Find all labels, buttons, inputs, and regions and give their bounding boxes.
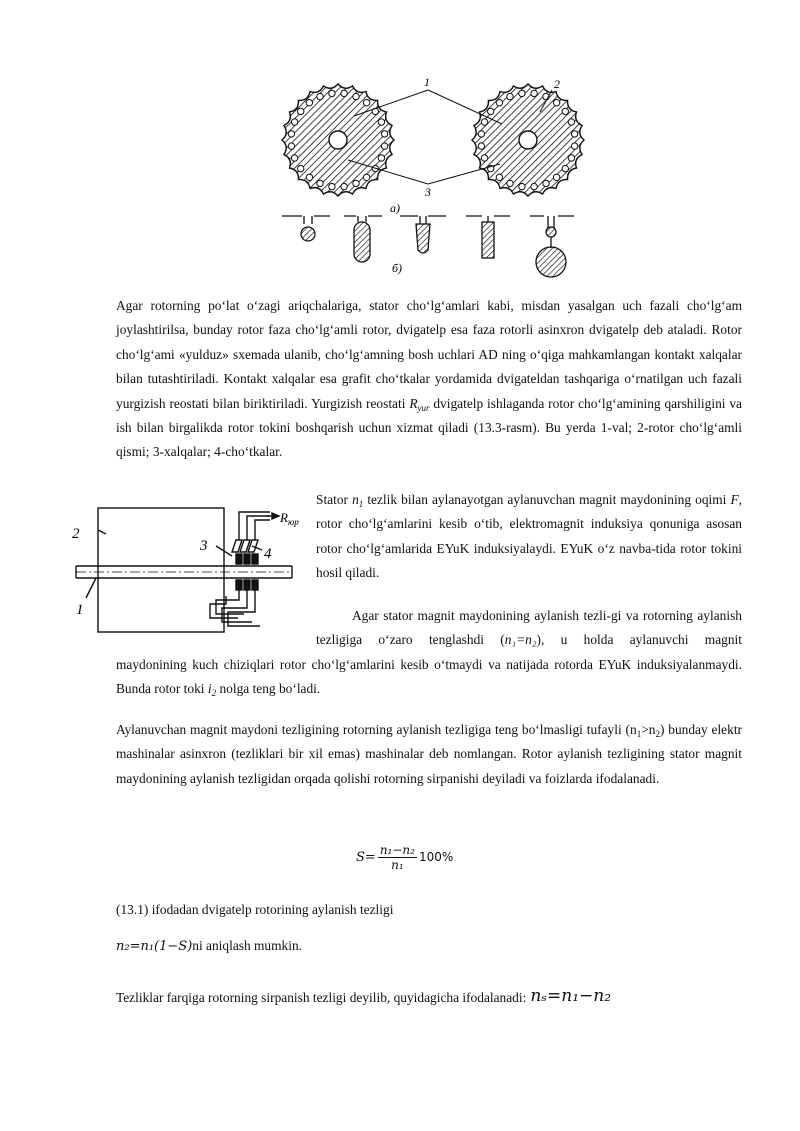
paragraph-4: Aylanuvchan magnit maydoni tezligining rotorning aylanish tezligiga teng bo‘lmasligi tufayli $(n_1>n_2)$ bunday elektr mashinalar asinxron (tezliklari bir xil emas) mashinalar deb nomlangan. Rotor aylanish tezligining stator magnit maydonining aylanish tezligidan orqada qolishi rotorning sirpanishi deyiladi va foizlarda ifodalanadi.: [116, 722, 742, 786]
slip-speed-formula: nₛ=n₁−n₂: [530, 986, 612, 1006]
rotor-slot: [562, 108, 568, 114]
rotor-slot: [571, 143, 577, 149]
rotor-slot: [496, 100, 502, 106]
rotor-slot: [288, 131, 294, 137]
rotor-slot: [329, 90, 335, 96]
rotor-slot: [507, 93, 513, 99]
rotor-slot: [317, 180, 323, 186]
label-2: 2: [554, 77, 560, 91]
side-label-2: 2: [72, 526, 80, 542]
rotor-speed-formula: n₂=n₁(1−S)ni aniqlash mumkin.: [116, 938, 303, 954]
paragraph-3-part-1: Agar stator magnit maydonining aylanish tezli-gi va rotorning aylanish tezligiga o‘zaro tenglashdi (n₁=n₂), u holda aylanuvchi magnit: [316, 608, 742, 648]
rotor-slot: [478, 143, 484, 149]
rotor-slot: [378, 119, 384, 125]
r-symbol: $R_{yur}$: [409, 395, 430, 413]
rotor-slot: [378, 155, 384, 161]
label-a: a): [390, 201, 400, 215]
label-1: 1: [424, 75, 430, 89]
rotor-slot: [298, 165, 304, 171]
shaft-hole: [519, 131, 537, 149]
rotor-slot: [317, 93, 323, 99]
rotor-figure: [270, 72, 600, 284]
rotor-slot: [288, 143, 294, 149]
rotor-slot: [291, 155, 297, 161]
shaft-hole: [329, 131, 347, 149]
rotor-slot: [553, 100, 559, 106]
rotor-slot: [531, 183, 537, 189]
side-label-r: $R_{юр}$: [280, 510, 299, 527]
rotor-slot: [568, 119, 574, 125]
rotor-slot: [353, 180, 359, 186]
rotor-slot: [329, 183, 335, 189]
slip-formula: S= $\frac{\text{n₁−n₂}}{\text{n₁}}$ 100%: [356, 842, 454, 872]
side-label-4: 4: [264, 546, 272, 562]
paragraph-1: Agar rotorning po‘lat o‘zagi ariqchalariga, stator cho‘lg‘amlari kabi, misdan yasalgan uch fazali cho‘lg‘am joylashtirilsa, bunday rotor faza cho‘lg‘amli rotor, dvigatelp esa faza rotorli asinxron dvigatelp deb ataladi. Rotor cho‘lg‘ami «yulduz» sxemada ulanib, cho‘lg‘amning bosh uchlari AD ning o‘qiga mahkamlangan kontakt xalqalar bilan tutashtiriladi. Kontakt xalqalar esa grafit cho‘tkalar yordamida dvigateldan tashqariga o‘rnatilgan uch fazali yurgizish reostati bilan biriktiriladi. Yurgizish reostati $R_{yur}$ dvigatelp ishlaganda rotor cho‘lg‘amining qarshiligini va ish bilan birgalikda rotor tokini boshqarish uchun xizmat qiladi (13.3-rasm). Bu yerda 1-val; 2-rotor cho‘lg‘amli qismi; 3-xalqalar; 4-cho‘tkalar.: [116, 298, 742, 460]
rotor-slot: [353, 93, 359, 99]
rotor-slot: [519, 183, 525, 189]
paragraph-2: Stator $n_1$ tezlik bilan aylanayotgan aylanuvchan magnit maydonining oqimi F, rotor cho‘lg‘amlarini kesib o‘tib, elektromagnit induksiya qonuniga asosan rotor cho‘lg‘amlarida EYuK induksiyalaydi. EYuK o‘z navba-tida rotor tokini hosil qiladi.: [316, 492, 742, 581]
rotor-slot: [496, 174, 502, 180]
rotor-slot: [341, 183, 347, 189]
rotor-slot: [306, 100, 312, 106]
rotor-slot: [481, 155, 487, 161]
label-b: б): [392, 261, 403, 275]
rotor-slot: [553, 174, 559, 180]
rotor-slot: [478, 131, 484, 137]
slip-ring-figure: [66, 500, 306, 640]
label-3: 3: [425, 185, 431, 199]
rotor-slot: [381, 131, 387, 137]
rotor-slot: [363, 100, 369, 106]
rotor-slot: [568, 155, 574, 161]
rotor-slot: [543, 180, 549, 186]
rotor-slot: [341, 90, 347, 96]
rotor-slot: [306, 174, 312, 180]
paragraph-6: Tezliklar farqiga rotorning sirpanish tezligi deyilib, quyidagicha ifodalanadi: nₛ=n₁−n₂: [116, 986, 612, 1006]
rotor-slot: [481, 119, 487, 125]
rotor-slot: [381, 143, 387, 149]
rotor-slot: [298, 108, 304, 114]
paragraph-5: (13.1) ifodadan dvigatelp rotorining aylanish tezligi: [116, 902, 394, 917]
rotor-slot: [363, 174, 369, 180]
side-label-3: 3: [200, 538, 208, 554]
rotor-slot: [291, 119, 297, 125]
rotor-slot: [562, 165, 568, 171]
rotor-slot: [507, 180, 513, 186]
rotor-slot: [571, 131, 577, 137]
rotor-slot: [519, 90, 525, 96]
side-label-1: 1: [76, 602, 84, 618]
paragraph-3-part-2: maydonining kuch chiziqlari rotor cho‘lg‘amlarini kesib o‘tmaydi va natijada rotorda EYuK induksiyalanmaydi. Bunda rotor toki $i_2$ nolga teng bo‘ladi.: [116, 657, 742, 699]
rotor-slot: [488, 108, 494, 114]
rotor-slot: [531, 90, 537, 96]
